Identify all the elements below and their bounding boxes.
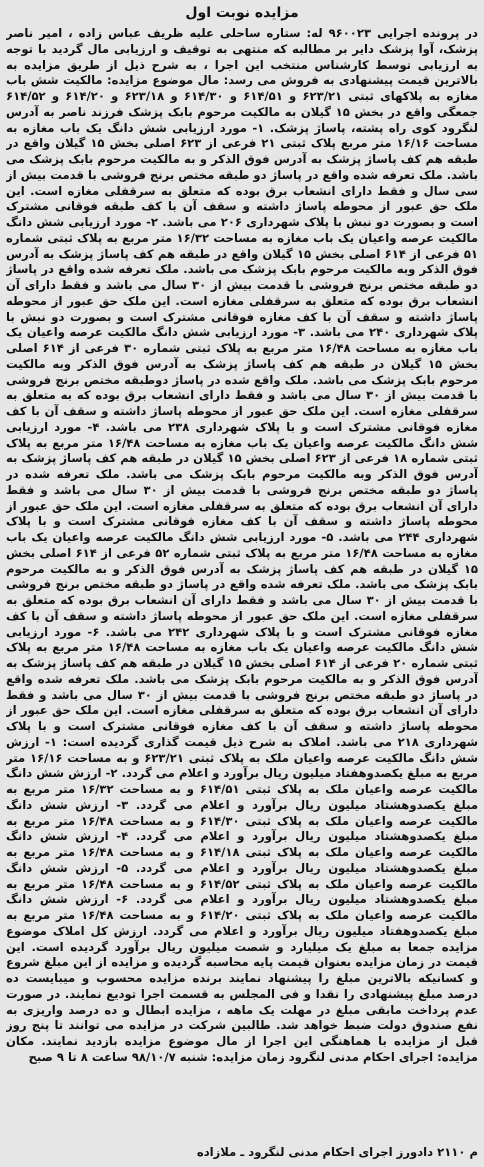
notice-signature: م ۲۱۱۰ دادورز اجرای احکام مدنی لنگرود ـ ملازاده bbox=[196, 1145, 478, 1159]
notice-body: در پرونده اجرایی ۹۶۰۰۲۳ له: ستاره ساحلی علیه ظریف عباس زاده ، امیر ناصر پزشک، آوا پزشک دایر بر مطالبه که منتهی به توقیف و ارزیابی مال گردید با توجه به ارزیابی توسط کارشناس منتخب این اجرا ، به شرح ذیل از طریق مزایده به بالاترین قیمت پیشنهادی به فروش می رسد: مال موضوع مزایده: مالکیت شش باب مغازه به پلاکهای ثبتی ۶۲۳/۲۱ و ۶۱۴/۵۱ و ۶۱۴/۳۰ و ۶۲۳/۱۸ و ۶۱۴/۲۰ و ۶۱۴/۵۲ جمعگی واقع در بخش ۱۵ گیلان به مالکیت مرحوم بابک پزشک فرزند ناصر به آدرس لنگرود کوی راه پشته، پاساژ پزشک. ۱- مورد ارزیابی شش دانگ یک باب مغازه به مساحت ۱۶/۱۶ متر مربع پلاک ثبتی ۲۱ فرعی از ۶۲۳ اصلی بخش ۱۵ گیلان واقع در طبقه هم کف پاساژ پزشک به آدرس فوق الذکر و به مالکیت مرحوم بابک پزشک می باشد. ملک تعرفه شده واقع در پاساژ دو طبقه مختص برنج فروشی با قدمت بیش از سی سال و فقط دارای انشعاب برق بوده که متعلق به سرقفلی مغازه است. این ملک حق عبور از محوطه پاساژ داشته و سقف آن با کف طبقه فوقانی مشترک است و بصورت دو نبش با پلاک شهرداری ۲۰۶ می باشد. ۲- مورد ارزیابی شش دانگ مالکیت عرصه واعیان یک باب مغازه به مساحت ۱۶/۳۲ متر مربع به پلاک ثبتی شماره ۵۱ فرعی از ۶۱۴ اصلی بخش ۱۵ گیلان واقع در طبقه هم کف پاساژ پزشک به آدرس فوق الذکر وبه مالکیت مرحوم بابک پزشک می باشد. ملک تعرفه شده واقع در پاساژ دو طبقه مختص برنج فروشی با قدمت بیش از ۳۰ سال می باشد و فقط دارای آن انشعاب برق بوده که متعلق به سرقفلی مغازه است. این ملک حق عبور از محوطه پاساژ داشته و سقف آن با کف مغازه فوقانی مشترک است و بصورت دو نبش با پلاک شهرداری ۲۴۰ می باشد. ۳- مورد ارزیابی شش دانگ مالکیت عرصه واعیان یک باب مغازه به مساحت ۱۶/۴۸ متر مربع به پلاک ثبتی شماره ۳۰ فرعی از ۶۱۴ اصلی بخش ۱۵ گیلان در طبقه هم کف پاساژ پزشک به آدرس فوق الذکر وبه مالکیت مرحوم بابک پزشک می باشد. ملک واقع شده در پاساژ دوطبقه مختص برنج فروشی با قدمت بیش از ۳۰ سال می باشد و فقط دارای انشعاب برق بوده که به متعلق به سرقفلی مغازه است. این ملک حق عبور از محوطه پاساژ داشته و سقف آن با کف مغازه فوقانی مشترک است و با پلاک شهرداری ۲۳۸ می باشد. ۴- مورد ارزیابی شش دانگ مالکیت عرصه واعیان یک باب مغازه به مساحت ۱۶/۴۸ متر مربع به پلاک ثبتی شماره ۱۸ فرعی از ۶۲۳ اصلی بخش ۱۵ گیلان در طبقه هم کف پاساژ پزشک به آدرس فوق الذکر وبه مالکیت مرحوم بابک پزشک می باشد. ملک تعرفه شده در پاساژ دو طبقه مختص برنج فروشی با قدمت بیش از ۳۰ سال می باشد و فقط دارای آن انشعاب برق بوده که متعلق به سرقفلی مغازه است. این ملک حق عبور از محوطه پاساژ داشته و سقف آن با کف مغازه فوقانی مشترک است و با پلاک شهرداری ۲۴۴ می باشد. ۵- مورد ارزیابی شش دانگ مالکیت عرصه واعیان یک باب مغازه به مساحت ۱۶/۴۸ متر مربع به پلاک ثبتی شماره ۵۲ فرعی از ۶۱۴ اصلی بخش ۱۵ گیلان در طبقه هم کف پاساژ پزشک به آدرس فوق الذکر و به مالکیت مرحوم بابک پزشک می باشد. ملک تعرفه شده واقع در پاساژ دو طبقه مختص برنج فروشی با قدمت بیش از ۳۰ سال می باشد و فقط دارای آن انشعاب برق بوده که متعلق به سرقفلی مغازه است. این ملک حق عبور از محوطه پاساژ داشته و سقف آن با کف مغازه فوقانی مشترک است و با پلاک شهرداری ۲۴۲ می باشد. ۶- مورد ارزیابی شش دانگ مالکیت عرصه واعیان یک باب مغازه به مساحت ۱۶/۴۸ متر مربع به پلاک ثبتی شماره ۲۰ فرعی از ۶۱۴ اصلی بخش ۱۵ گیلان در طبقه هم کف پاساژ پزشک به آدرس فوق الذکر و به مالکیت مرحوم بابک پزشک می باشد. ملک تعرفه شده واقع در پاساژ دو طبقه مختص برنج فروشی با قدمت بیش از ۳۰ سال می باشد و فقط دارای آن انشعاب برق بوده که متعلق به سرقفلی مغازه است. این ملک حق عبور از محوطه پاساژ داشته و سقف آن با کف مغازه فوقانی مشترک است و با پلاک شهرداری ۲۱۸ می باشد. املاک به شرح ذیل قیمت گذاری گردیده است: ۱- ارزش شش دانگ مالکیت عرصه واعیان ملک به پلاک ثبتی ۶۲۳/۲۱ و به مساحت ۱۶/۱۶ متر مربع به مبلغ یکصدوهفتاد میلیون ریال برآورد و اعلام می گردد. ۲- ارزش شش دانگ مالکیت عرصه واعیان ملک به پلاک ثبتی ۶۱۴/۵۱ و به مساحت ۱۶/۳۲ متر مربع به مبلغ یکصدوهشتاد میلیون ریال برآورد و اعلام می گردد. ۳- ارزش شش دانگ مالکیت عرصه واعیان ملک به پلاک ثبتی ۶۱۴/۳۰ و به مساحت ۱۶/۴۸ متر مربع به مبلغ یکصدوهشتاد میلیون ریال برآورد و اعلام می گردد. ۴- ارزش شش دانگ مالکیت عرصه واعیان ملک به پلاک ثبتی ۶۱۴/۱۸ و به مساحت ۱۶/۴۸ متر مربع به مبلغ یکصدوهشتاد میلیون ریال برآورد و اعلام می گردد. ۵- ارزش شش دانگ مالکیت عرصه واعیان ملک به پلاک ثبتی ۶۱۴/۵۲ و به مساحت ۱۶/۴۸ متر مربع به مبلغ یکصدوهشتاد میلیون ریال برآورد و اعلام می گردد. ۶- ارزش شش دانگ مالکیت عرصه واعیان ملک به پلاک ثبتی ۶۱۴/۲۰ و به مساحت ۱۶/۴۸ متر مربع به مبلغ یکصدوهفتاد میلیون ریال برآورد و اعلام می گردد. ارزش کل املاک موضوع مزایده جمعا به مبلغ یک میلیارد و شصت میلیون ریال برآورد گردیده است. این قیمت در زمان مزایده بعنوان قیمت پایه محاسبه گردیده و مزایده از این مبلغ شروع و کسانیکه بالاترین مبلغ را پیشنهاد نمایند برنده مزایده محسوب و میبایست ده درصد مبلغ پیشنهادی را نقدا و فی المجلس به قسمت اجرا تودیع نمایند. در صورت عدم پرداخت مابقی مبلغ در مهلت یک ماهه ، مزایده ابطال و ده درصد واریزی به نفع صندوق دولت ضبط خواهد شد. طالبین شرکت در مزایده می توانند تا پنج روز قبل از مزایده با هماهنگی این اجرا از مال موضوع مزایده بازدید نمایند. مکان مزایده: اجرای احکام مدنی لنگرود زمان مزایده: شنبه ۹۸/۱۰/۷ ساعت ۸ تا ۹ صبح bbox=[6, 26, 478, 1064]
notice-title: مزایده نوبت اول bbox=[185, 5, 299, 21]
